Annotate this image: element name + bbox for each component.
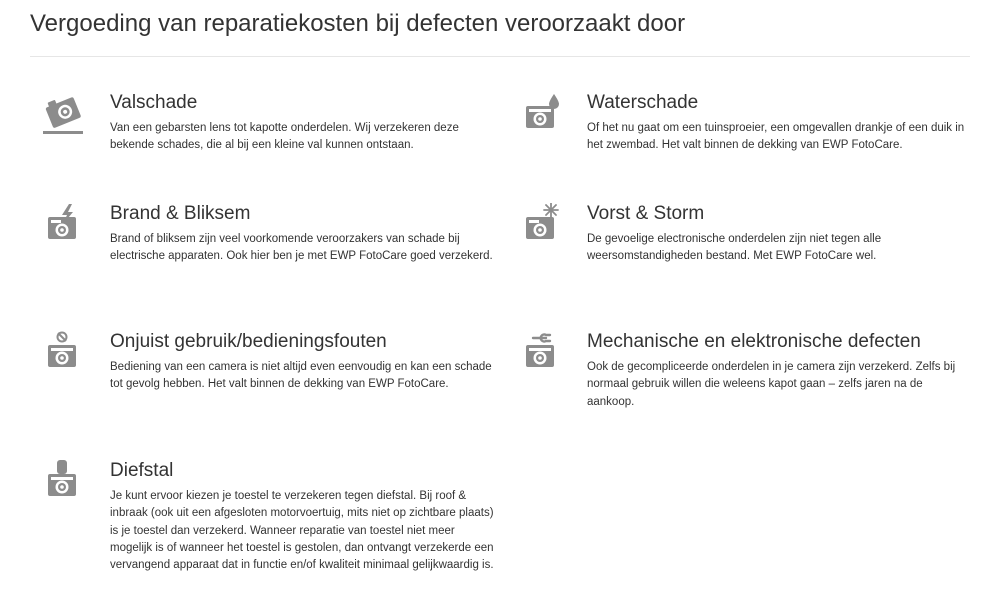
coverage-description: Je kunt ervoor kiezen je toestel te verzekeren tegen diefstal. Bij roof & inbraak (ook uit een afgesloten motorvoertuig, mits niet op zichtbare plaats) is je toestel dan verzekerd. Wanneer reparatie van toestel niet meer mogelijk is of wanneer het toestel is gestolen, dan ontvangt verzekerde een vervangend apparaat dat in functie en/of kwaliteit minimaal gelijkwaardig is. — [110, 490, 494, 572]
camera-frost-icon — [524, 203, 568, 247]
coverage-title: Mechanische en elektronische defecten — [587, 331, 921, 352]
coverage-title: Waterschade — [587, 92, 699, 113]
coverage-description: Ook de gecompliceerde onderdelen in je camera zijn verzekerd. Zelfs bij normaal gebruik willen die weleens kapot gaan – zelfs jaren na de aankoop. — [587, 361, 956, 408]
coverage-title: Onjuist gebruik/bedieningsfouten — [110, 331, 387, 352]
coverage-description: Van een gebarsten lens tot kapotte onderdelen. Wij verzekeren deze bekende schades, die al bij een kleine val kunnen ontstaan. — [110, 122, 459, 152]
coverage-title: Vorst & Storm — [587, 203, 705, 224]
coverage-description: Bediening van een camera is niet altijd even eenvoudig en kan een schade tot gevolg hebben. Het valt binnen de dekking van EWP FotoCare. — [110, 361, 492, 391]
coverage-description: De gevoelige electronische onderdelen zijn niet tegen alle weersomstandigheden bestand. Met EWP FotoCare wel. — [587, 233, 882, 263]
camera-fall-icon — [40, 92, 84, 136]
coverage-title: Diefstal — [110, 460, 174, 481]
camera-lightning-icon — [47, 203, 91, 247]
camera-wrench-icon — [524, 331, 568, 375]
camera-misuse-icon — [47, 331, 91, 375]
coverage-title: Valschade — [110, 92, 198, 113]
coverage-title: Brand & Bliksem — [110, 203, 251, 224]
camera-theft-icon — [47, 460, 91, 504]
title-divider — [30, 56, 970, 57]
coverage-description: Of het nu gaat om een tuinsproeier, een omgevallen drankje of een duik in het zwembad. Het valt binnen de dekking van EWP FotoCare. — [587, 122, 965, 152]
page-title: Vergoeding van reparatiekosten bij defecten veroorzaakt door — [30, 10, 686, 37]
camera-water-icon — [524, 92, 568, 136]
coverage-description: Brand of bliksem zijn veel voorkomende veroorzakers van schade bij electrische apparaten. Ook hier ben je met EWP FotoCare goed verzekerd. — [110, 233, 493, 263]
